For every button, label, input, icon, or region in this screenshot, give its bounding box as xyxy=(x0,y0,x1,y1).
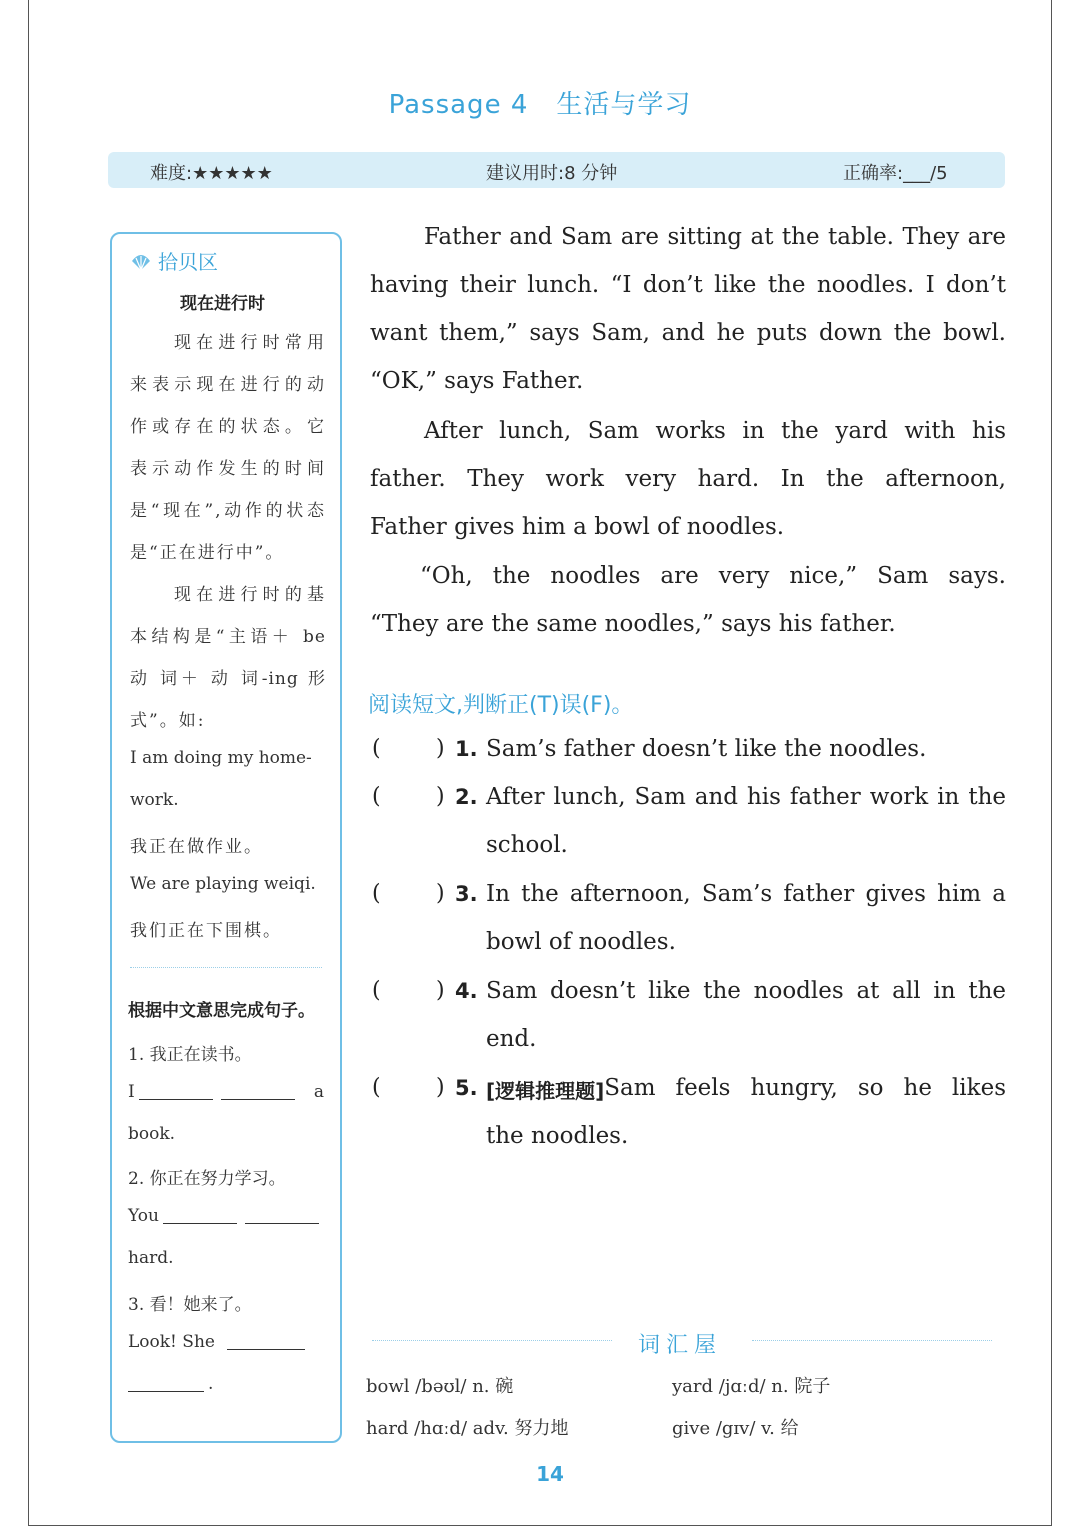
question-text: In the afternoon, Sam’s father gives him a xyxy=(486,881,1006,907)
question-text: Sam’s father doesn’t like the noodles. xyxy=(486,736,927,762)
task-blank-line: Look! She xyxy=(128,1332,309,1352)
question-text: Sam doesn’t like the noodles at all in the xyxy=(486,978,1006,1004)
sidebar-text-line: 现在进行时的基 xyxy=(174,585,326,605)
passage-label: Passage 4 xyxy=(388,90,529,120)
question-number: 3. xyxy=(455,882,478,906)
passage-line: “OK,” says Father. xyxy=(370,368,584,394)
answer-paren-close: ) xyxy=(436,736,445,761)
sidebar-box xyxy=(110,232,342,1443)
question-text: school. xyxy=(486,832,568,858)
answer-blank[interactable] xyxy=(245,1207,319,1224)
sidebar-text-line: 动 词＋ 动 词-ing 形 xyxy=(130,669,326,689)
question-number: 1. xyxy=(455,737,478,761)
accuracy: 正确率:___/5 xyxy=(843,163,948,184)
sidebar-text-line: 是“正在进行中”。 xyxy=(130,543,285,563)
question-tag: [逻辑推理题] xyxy=(486,1079,605,1103)
answer-paren-close: ) xyxy=(436,1075,445,1100)
difficulty: 难度:★★★★★ xyxy=(150,163,273,184)
sidebar-text-line: work. xyxy=(130,790,179,810)
sidebar-text-line: 我们正在下围棋。 xyxy=(130,921,282,941)
answer-blank[interactable] xyxy=(128,1375,204,1392)
passage-line: “They are the same noodles,” says his father. xyxy=(370,611,896,637)
instruction: 阅读短文,判断正(T)误(F)。 xyxy=(368,693,634,718)
suggested-time: 建议用时:8 分钟 xyxy=(486,163,618,184)
task-blank-line: . xyxy=(128,1374,213,1394)
question-number: 2. xyxy=(455,785,478,809)
vocab-word: give /gɪv/ v. 给 xyxy=(672,1418,799,1439)
topic-label: 生活与学习 xyxy=(556,90,692,120)
question-number: 5. xyxy=(455,1076,478,1100)
question-text: bowl of noodles. xyxy=(486,929,676,955)
shell-icon xyxy=(130,253,152,271)
answer-blank[interactable] xyxy=(221,1083,295,1100)
sidebar-text-line: 表示动作发生的时间 xyxy=(130,459,326,479)
question-number: 4. xyxy=(455,979,478,1003)
sidebar-title: 拾贝区 xyxy=(130,246,218,275)
answer-blank[interactable] xyxy=(163,1207,237,1224)
info-band xyxy=(108,152,1005,188)
page-title xyxy=(0,84,1080,121)
task-title: 根据中文意思完成句子。 xyxy=(128,1001,315,1021)
question-text: end. xyxy=(486,1026,537,1052)
passage-line: After lunch, Sam works in the yard with his xyxy=(424,418,1006,444)
task-blank-line: I a xyxy=(128,1082,324,1102)
sidebar-text-line: 来表示现在进行的动 xyxy=(130,375,326,395)
task-item: 2. 你正在努力学习。 xyxy=(128,1169,286,1189)
task-text: hard. xyxy=(128,1248,174,1268)
answer-paren-close: ) xyxy=(436,784,445,809)
question-text: Sam feels hungry, so he likes xyxy=(604,1075,1006,1101)
sidebar-subtitle: 现在进行时 xyxy=(180,294,265,314)
sidebar-divider xyxy=(130,967,322,968)
answer-paren-open: ( xyxy=(372,978,381,1003)
question-text-row xyxy=(486,1075,1006,1104)
vocab-word: bowl /bəʊl/ n. 碗 xyxy=(366,1376,514,1397)
vocab-title: 词汇屋 xyxy=(637,1333,722,1358)
answer-paren-close: ) xyxy=(436,881,445,906)
sidebar-text-line: 式”。如: xyxy=(130,711,206,731)
vocab-word: hard /hɑːd/ adv. 努力地 xyxy=(366,1418,569,1439)
sidebar-text-line: 是“现在”,动作的状态 xyxy=(130,501,326,521)
sidebar-text-line: I am doing my home- xyxy=(130,748,312,768)
task-text: book. xyxy=(128,1124,176,1144)
passage-line: father. They work very hard. In the afternoon, xyxy=(370,466,1006,492)
answer-paren-open: ( xyxy=(372,881,381,906)
task-item: 3. 看！她来了。 xyxy=(128,1295,252,1315)
sidebar-text-line: We are playing weiqi. xyxy=(130,874,316,894)
sidebar-text-line: 本结构是“主语＋ be xyxy=(130,627,326,647)
passage-line: Father gives him a bowl of noodles. xyxy=(370,514,785,540)
passage-line: having their lunch. “I don’t like the noodles. I don’t xyxy=(370,272,1006,298)
passage-line: want them,” says Sam, and he puts down the bowl. xyxy=(370,320,1006,346)
sidebar-text-line: 作或存在的状态。它 xyxy=(130,417,326,437)
task-blank-line: You xyxy=(128,1206,323,1226)
vocab-word: yard /jɑːd/ n. 院子 xyxy=(672,1376,831,1397)
answer-blank[interactable] xyxy=(139,1083,213,1100)
question-text: the noodles. xyxy=(486,1123,629,1149)
question-text: After lunch, Sam and his father work in the xyxy=(486,784,1006,810)
sidebar-text-line: 现在进行时常用 xyxy=(174,333,326,353)
task-item: 1. 我正在读书。 xyxy=(128,1045,252,1065)
passage-line: “Oh, the noodles are very nice,” Sam says. xyxy=(420,563,1006,589)
answer-paren-close: ) xyxy=(436,978,445,1003)
passage-line: Father and Sam are sitting at the table. They are xyxy=(424,224,1006,250)
answer-paren-open: ( xyxy=(372,784,381,809)
page-number: 14 xyxy=(536,1462,564,1486)
answer-paren-open: ( xyxy=(372,736,381,761)
answer-paren-open: ( xyxy=(372,1075,381,1100)
sidebar-text-line: 我正在做作业。 xyxy=(130,837,263,857)
